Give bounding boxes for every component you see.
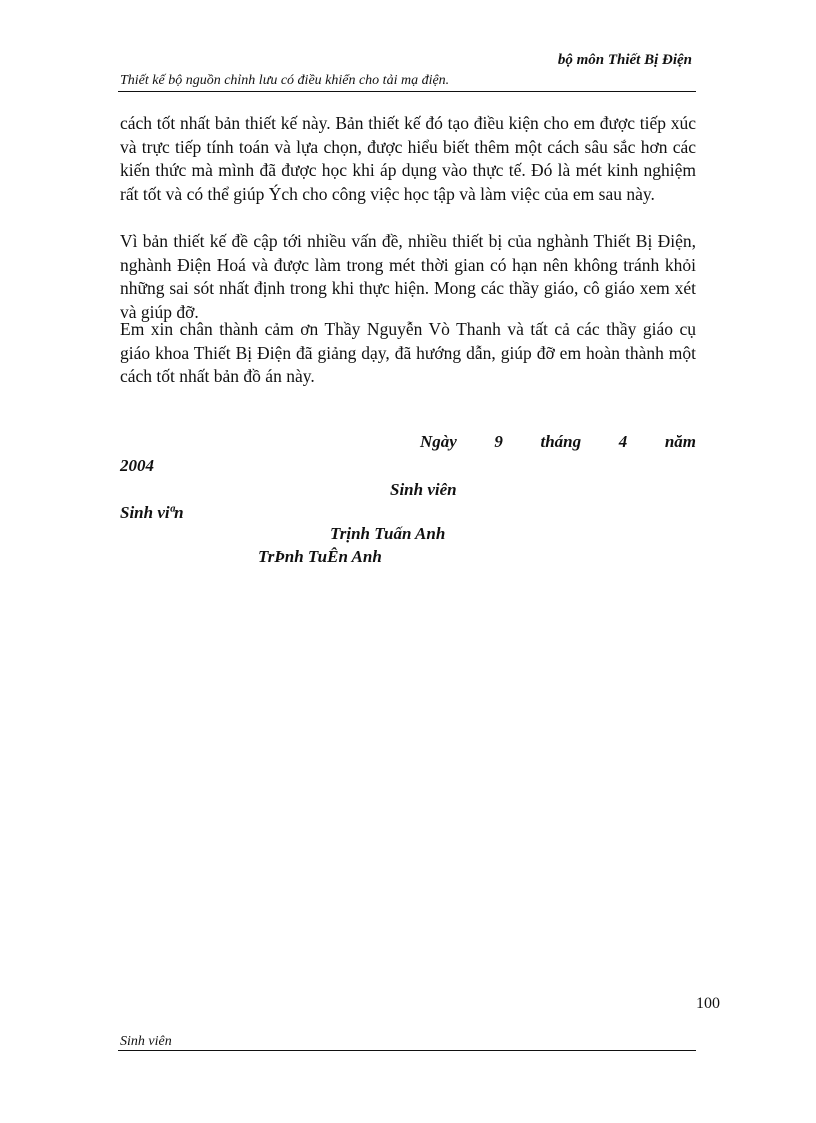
signature-name-legacy: TrÞnh TuÊn Anh <box>258 547 382 566</box>
signature-role-legacy: Sinh viªn <box>120 503 184 522</box>
signature-date: Ngày 9 tháng 4 năm <box>420 432 696 451</box>
page-number: 100 <box>696 995 720 1012</box>
paragraph-1: cách tốt nhất bản thiết kế này. Bản thiết kế đó tạo điều kiện cho em được tiếp xúc và trực tiếp tính toán và lựa chọn, được hiểu biết thêm một cách sâu sắc hơn các kiến thức mà mình đã được học khi áp dụng vào thực tế. Đó là mét kinh nghiệm rất tốt và có thể giúp Ých cho công việc học tập và làm việc của em sau này. <box>120 113 696 204</box>
header-divider <box>118 91 696 92</box>
header-department: bộ môn Thiết Bị Điện <box>557 52 692 68</box>
footer-label: Sinh viên <box>120 1034 172 1049</box>
signature-role: Sinh viên <box>390 480 457 499</box>
paragraph-3: Em xin chân thành cảm ơn Thầy Nguyễn Vò Thanh và tất cả các thầy giáo cụ giáo khoa Thiết Bị Điện đã giảng dạy, đã hướng dẫn, giúp đỡ em hoàn thành một cách tốt nhất bản đồ án này. <box>120 319 696 386</box>
header-title: Thiết kế bộ nguồn chỉnh lưu có điều khiển cho tải mạ điện. <box>120 73 450 88</box>
paragraph-2: Vì bản thiết kế đề cập tới nhiều vấn đề, nhiều thiết bị của nghành Thiết Bị Điện, nghành Điện Hoá và được làm trong mét thời gian có hạn nên không tránh khỏi những sai sót nhất định trong khi thực hiện. Mong các thầy giáo, cô giáo xem xét và giúp đỡ. <box>120 231 696 322</box>
signature-name: Trịnh Tuấn Anh <box>330 524 446 543</box>
signature-year: 2004 <box>120 456 154 475</box>
footer-divider <box>118 1050 696 1051</box>
